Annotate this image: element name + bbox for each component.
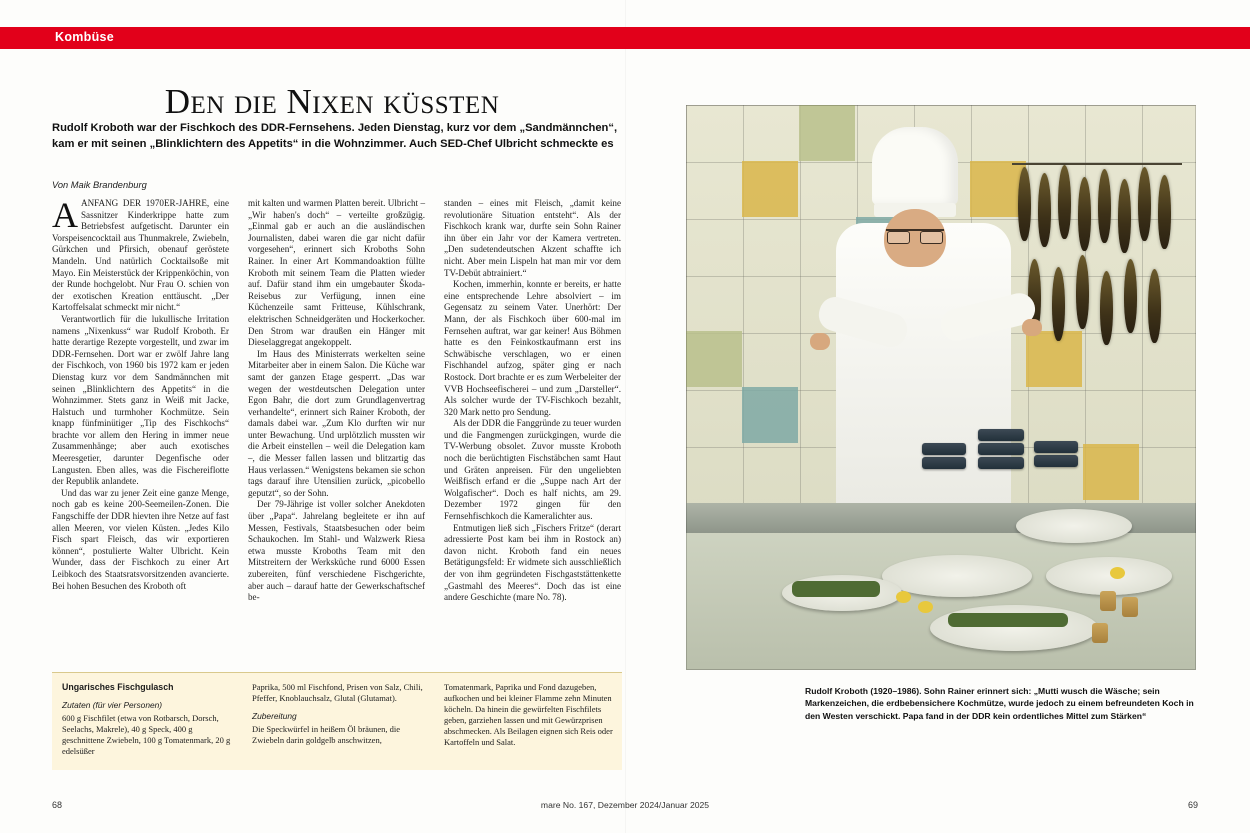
photo-caption: Rudolf Kroboth (1920–1986). Sohn Rainer erinnert sich: „Mutti wusch die Wäsche; sein Markenzeichen, die erdbebensichere Kochmütze, wurde jedoch zu einem befreundeten Koch in den Westen verschickt. Papa fand in der DDR kein ordentliches Mittel zum Stärken“ [805,686,1194,721]
body-column-2 [248,198,425,604]
recipe-prep-cont: Tomatenmark, Paprika und Fond dazugeben, aufkochen und bei kleiner Flamme zehn Minuten köcheln. Da hinein die gewürfelten Fischfilets geben, garziehen lassen und mit Gewürzprisen abschmecken. Als Beilagen eignen sich Reis oder Kartoffeln und Salat. [444,682,613,747]
recipe-prep-heading: Zubereitung [252,711,297,721]
recipe-ingredients-text: 600 g Fischfilet (etwa von Rotbarsch, Dorsch, Seelachs, Makrele), 40 g Speck, 400 g geschnittene Zwiebeln, 100 g Tomatenmark, 20 g edelsüßer [62,713,231,756]
recipe-ingredients-cont: Paprika, 500 ml Fischfond, Prisen von Salz, Chili, Pfeffer, Knoblauchsalz, Glutal (Glutamat). [252,682,423,703]
recipe-ingredients-heading: Zutaten (für vier Personen) [62,700,163,710]
recipe-title: Ungarisches Fischgulasch [62,682,174,692]
paragraph: Entmutigen ließ sich „Fischers Fritze“ (derart adressierte Post kam bei ihm in Rostock an) davon nicht. Kroboth fand ein neues Betätigungsfeld: Er widmete sich ausschließlich der von ihm gegründeten Fischgaststättenkette „Gastmahl des Meeres“. Doch das ist eine andere Geschichte (mare No. 78). [444,522,621,603]
article-body [52,195,622,653]
section-kicker: Kombüse [55,30,115,44]
paragraph: Der 79-Jährige ist voller solcher Anekdoten über „Papa“. Jahrelang begleitete er ihn auf Messen, Festivals, Staatsbesuchen oder beim Schaukochen. Im Stahl- und Walzwerk Riesa etwa musste Kroboths Team mit den Mitstreitern der Werksküche rund 6000 Essen zubereiten, fünf verschiedene Fischgerichte, aber auch – darauf hatte der Gewerkschaftschef be- [248,499,425,603]
folio-center: mare No. 167, Dezember 2024/Januar 2025 [540,800,710,810]
paragraph: Verantwortlich für die lukullische Irritation namens „Nixenkuss“ war Rudolf Kroboth. Er hatte derartige Rezepte vorgestellt, und zwar im DDR-Fernsehen. Dort war er zwölf Jahre lang der Fischkoch, von 1960 bis 1972 kam er jeden Dienstag kurz vor dem Sandmännchen mit seinen „Blinklichtern des Appetits“ in die Wohnzimmer. Stets ganz in Weiß mit Jacke, Halstuch und turmhoher Kochmütze. Sein knapp fünfminütiger „Tip des Fischkochs“ brachte vor allem den Hering in immer neue Zusammenhänge; aber auch exotisches Meeresgetier, darunter Degenfische oder Langusten. Eben alles, was die Fischereiflotte der Republik anlandete. [52,313,229,487]
recipe-box [52,672,622,770]
headline-text: Den die Nixen küssten [164,82,500,121]
section-banner [0,27,1250,49]
body-column-1 [52,195,229,592]
body-column-3 [444,198,621,604]
recipe-prep-text: Die Speckwürfel in heißem Öl bräunen, die Zwiebeln darin goldgelb anschwitzen, [252,724,400,745]
paragraph: Im Haus des Ministerrats werkelten seine Mitarbeiter aber in einem Salon. Die Küche war samt der ganzen Etage gesperrt. „Das war wegen der westdeutschen Delegation unter Egon Bahr, die dort zum Grundlagenvertrag verhandelte“, erinnert sich Rainer Kroboth, der damals dabei war. „Zum Klo durften wir nur unter Bewachung. Und urplötzlich mussten wir die Arbeit einstellen – weil die Delegation kam –, die Messer fallen lassen und blitzartig das Haus verlassen.“ Wenigstens bekamen sie schon tags darauf ihre Utensilien zurück, „picobello geputzt“, so der Sohn. [248,348,425,498]
recipe-column-3 [444,682,616,755]
byline: Von Maik Brandenburg [52,180,147,190]
recipe-column-1 [62,682,234,764]
paragraph: mit kalten und warmen Platten bereit. Ulbricht – „Wir haben's doch“ – verteilte großzügig. „Einmal gab er auch an die ausländischen Journalisten, dabei waren die gar nicht dafür vorgesehen“, erinnert sich Kroboths Sohn Rainer. In einer Art Kommandoaktion füllte Kroboth mit seinem Team die Platten wieder auf. Dafür stand ihm ein umgebauter Škoda-Reisebus zur Verfügung, innen eine Küchenzeile samt Fritteuse, Kühlschrank, elektrischen Schneidgeräten und Hockerkocher. Den Strom war draußen ein Hänger mit Dieselaggregat angekoppelt. [248,198,425,348]
paragraph: AANFANG DER 1970ER-JAHRE, eine Sassnitzer Kinderkrippe hatte zum Betriebsfest aufgetischt. Darunter ein Vorspeisencocktail aus Thunmakrele, Zwiebeln, Gürkchen und Pfirsich, obenauf geröstete Mandeln. Und natürlich Cocktailsoße mit Mayo. Ein Meisterstück der Krippenköchin, von der Runde hochgelobt. Nur Frau O. schien von der exotischen Kreation enttäuscht. „Der Kartoffelsalat schmeckt mir nicht.“ [52,195,229,313]
paragraph: Und das war zu jener Zeit eine ganze Menge, noch gab es keine 200-Seemeilen-Zonen. Die Fangschiffe der DDR hievten ihre Netze auf fast allen Meeren, vor vielen Küsten. „Jedes Kilo Fisch spart Fleisch, das wir exportieren können“, postulierte Walter Ulbricht. Kein Wunder, dass der Fischkoch zu einer Art Leibkoch des Staatsratsvorsitzenden avancierte. Bei hohen Besuchen des Kroboth oft [52,487,229,591]
paragraph: Kochen, immerhin, konnte er bereits, er hatte eine entsprechende Lehre absolviert – im Gegensatz zu seinem Vater. Unerhört: Der Mann, der als Fischkoch über 600-mal im Fernsehen auftrat, war gar keiner! Aus Böhmen hatte es den Feinkostkaufmann erst ins Schwäbische verschlagen, wo er einen Fischhandel aufzog, später ging er nach Rostock. Dort brachte er es zum Werbeleiter der VVB Hochseefischerei – und zum „Darsteller“. Als solcher wurde der TV-Fischkoch bezahlt, 320 Mark netto pro Sendung. [444,279,621,417]
standfirst: Rudolf Kroboth war der Fischkoch des DDR-Fernsehens. Jeden Dienstag, kurz vor dem „Sandmännchen“, kam er mit seinen „Blinklichtern des Appetits“ in die Wohnzimmer. Auch SED-Chef Ulbricht schmeckte es [52,122,618,150]
photo-scene [686,105,1196,670]
paragraph: standen – eines mit Fleisch, „damit keine revolutionäre Situation entsteht“. Als der Fischkoch krank war, durfte sein Sohn Rainer ihn über ein Jahr vor der Kamera vertreten. „Den sudetendeutschen Akzent schaffte ich nicht. Aber mein Lispeln hat man mir vor dem TV-Debüt abtrainiert.“ [444,198,621,278]
paragraph: Als der DDR die Fanggründe zu teuer wurden und die Fangmengen zurückgingen, wurde die TV-Werbung obsolet. Zuvor musste Kroboth noch die berüchtigten Fischstäbchen samt Haut und Gräten anpreisen. Für den ungeliebten Weißfisch erfand er die „Suppe nach Art der Wolgafischer“. Doch es half nichts, am 29. Dezember 1972 gingen für den Fernsehfischkoch die Kameralichter aus. [444,418,621,522]
page-title [52,82,612,122]
drop-cap: A [52,195,78,235]
recipe-column-2 [252,682,424,753]
folio-left: 68 [52,800,63,810]
folio-right: 69 [1187,800,1198,810]
article-photo [686,105,1196,670]
photo-frame [686,105,1196,670]
page-gutter [625,0,626,833]
